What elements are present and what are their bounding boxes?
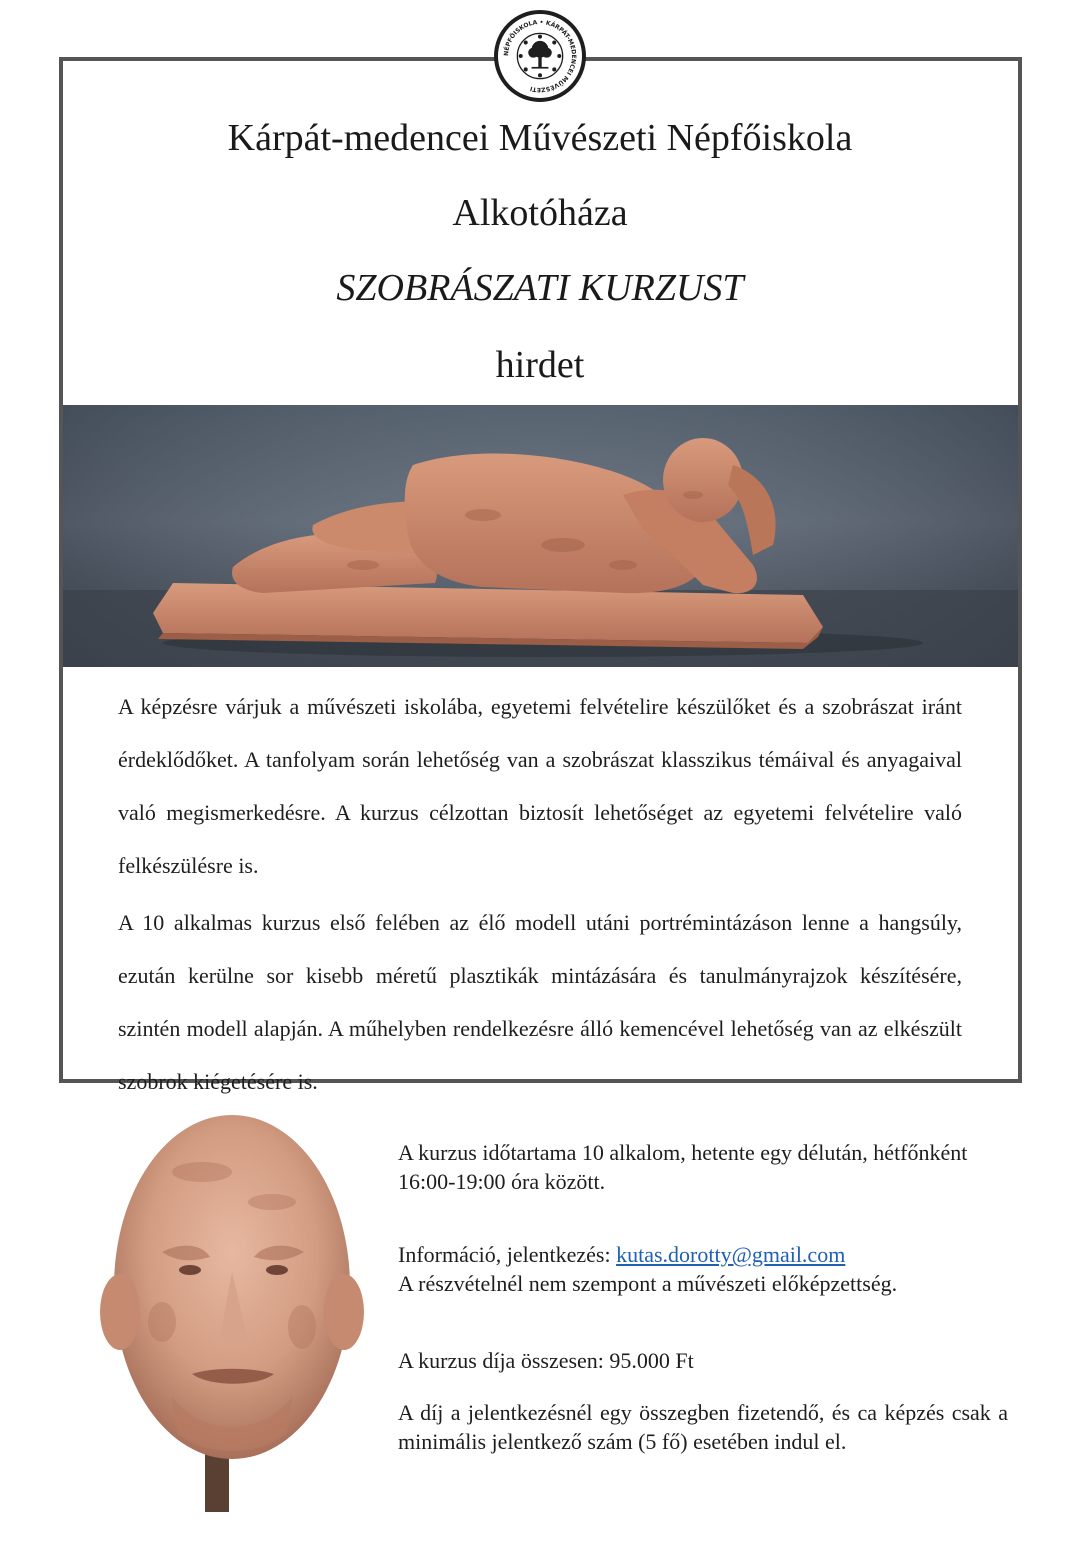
- course-title: SZOBRÁSZATI KURZUST: [336, 267, 744, 309]
- course-fee: A kurzus díja összesen: 95.000 Ft: [398, 1348, 694, 1373]
- intro-paragraph: A képzésre várjuk a művészeti iskolába, egyetemi felvételire készülőket és a szobrászat iránt érdeklődőket. A tanfolyam során lehetőség van a szobrászat klasszikus témáival és anyagaival való megismerkedésre. A kurzus célzottan biztosít lehetőséget az egyetemi felvételire való felkészülésre is.: [118, 694, 962, 878]
- portrait-bust-photo: [92, 1112, 372, 1512]
- prerequisite-note: A részvételnél nem szempont a művészeti előképzettség.: [398, 1271, 898, 1296]
- contact-label: Információ, jelentkezés:: [398, 1242, 617, 1267]
- school-logo: [494, 10, 586, 102]
- reclining-figure-photo: [63, 405, 1018, 667]
- contact-email-link[interactable]: kutas.dorotty@gmail.com: [616, 1242, 846, 1267]
- logo-ring-text: NÉPFŐISKOLA • KÁRPÁT-MEDENCEI MŰVÉSZETI: [502, 19, 577, 93]
- course-duration: A kurzus időtartama 10 alkalom, hetente egy délután, hétfőnként 16:00-19:00 óra között.: [398, 1140, 968, 1194]
- course-structure-paragraph: A 10 alkalmas kurzus első felében az élő modell utáni portrémintázáson lenne a hangsúly, ezután kerülne sor kisebb méretű plasztikák mintázására és tanulmányrajzok készítésére, szintén modell alapján. A műhelyben rendelkezésre álló kemencével lehetőség van az elkészült szobrok kiégetésére is.: [118, 910, 962, 1094]
- announcement-verb: hirdet: [495, 344, 585, 386]
- contact-block: [398, 1240, 1008, 1298]
- payment-terms: A díj a jelentkezésnél egy összegben fizetendő, és ca képzés csak a minimális jelentkező szám (5 fő) esetében indul el.: [398, 1400, 1008, 1454]
- workshop-name: Alkotóháza: [452, 192, 628, 234]
- school-name: Kárpát-medencei Művészeti Népfőiskola: [227, 117, 853, 159]
